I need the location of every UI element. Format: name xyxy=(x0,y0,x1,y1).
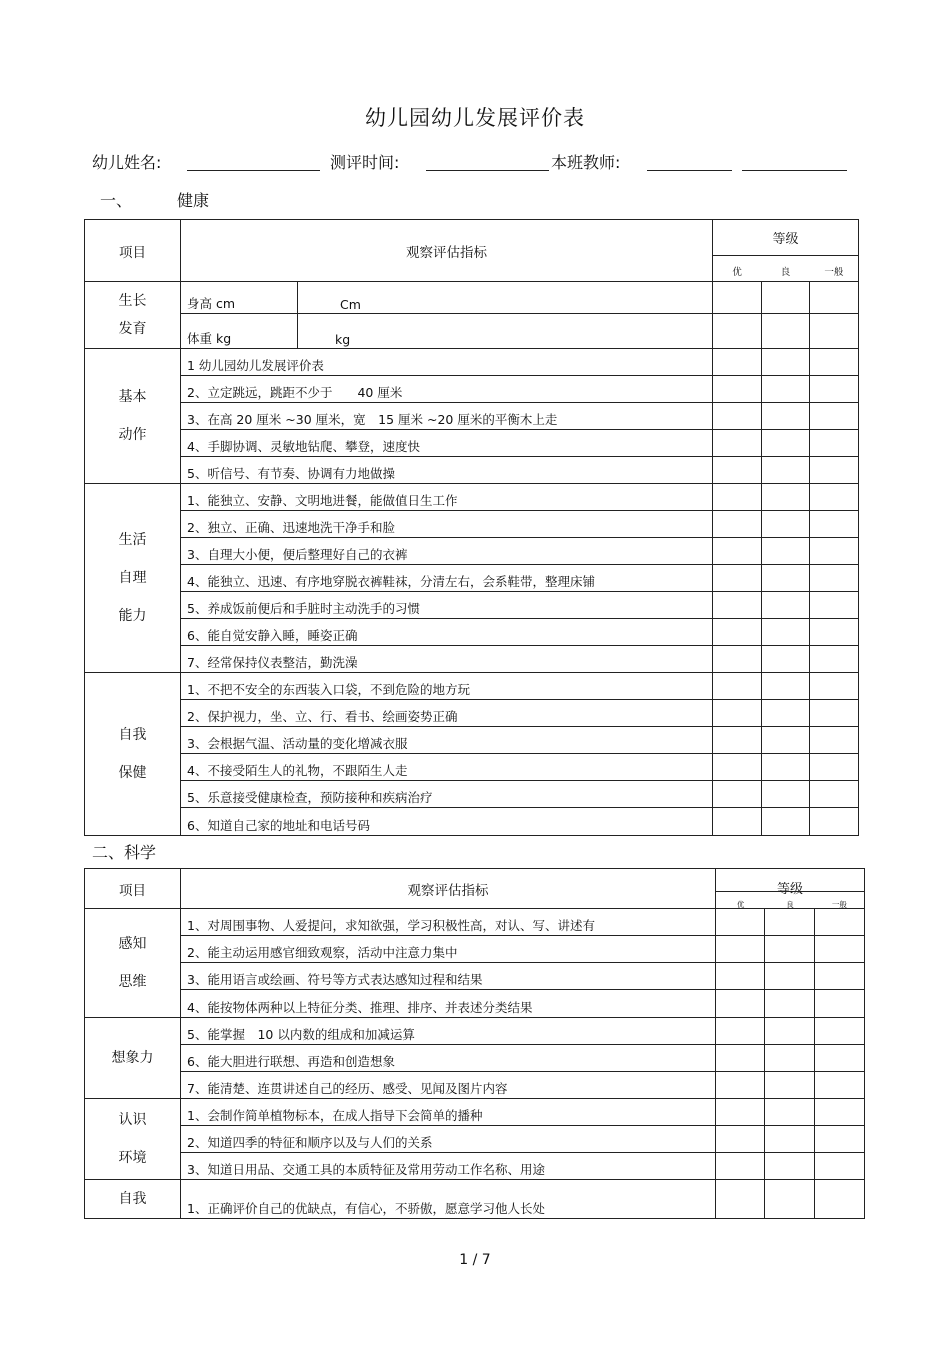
grade-cell[interactable] xyxy=(713,349,762,376)
grade-cell[interactable] xyxy=(716,1018,765,1045)
grade-cell[interactable] xyxy=(716,1153,765,1180)
child-name-label: 幼儿姓名: xyxy=(92,153,162,172)
grade-cell[interactable] xyxy=(810,313,859,348)
child-name-blank[interactable] xyxy=(187,170,320,171)
category-cell xyxy=(85,1099,181,1180)
indicator-item: 3、能用语言或绘画、符号等方式表达感知过程和结果 xyxy=(181,963,716,990)
grade-cell[interactable] xyxy=(810,538,859,565)
grade-cell[interactable] xyxy=(765,936,815,963)
grade-cell[interactable] xyxy=(716,963,765,990)
header-fair: 一般 xyxy=(824,267,844,278)
weight-label: 体重 kg xyxy=(181,313,298,348)
category-cell xyxy=(85,484,181,673)
indicator-item: 3、知道日用品、交通工具的本质特征及常用劳动工作名称、用途 xyxy=(181,1153,716,1180)
grade-cell[interactable] xyxy=(713,538,762,565)
grade-cell[interactable] xyxy=(815,963,865,990)
weight-unit: kg xyxy=(298,313,713,348)
indicator-item: 2、独立、正确、迅速地洗干净手和脸 xyxy=(181,511,713,538)
grade-cell[interactable] xyxy=(762,700,810,727)
height-unit: Cm xyxy=(298,282,713,314)
grade-cell[interactable] xyxy=(713,781,762,808)
grade-cell[interactable] xyxy=(765,1180,815,1219)
grade-cell[interactable] xyxy=(713,430,762,457)
category-line: 生活 xyxy=(118,532,147,548)
category-line: 能力 xyxy=(118,608,147,624)
grade-cell[interactable] xyxy=(810,349,859,376)
section1-number: 一、 xyxy=(100,191,133,210)
indicator-item: 4、手脚协调、灵敏地钻爬、攀登，速度快 xyxy=(181,430,713,457)
header-excellent: 优 xyxy=(732,267,742,278)
category-growth xyxy=(85,282,181,349)
category-line: 动作 xyxy=(118,427,147,443)
category-line: 生长 xyxy=(118,293,147,309)
grade-cell[interactable] xyxy=(810,619,859,646)
grade-cell[interactable] xyxy=(815,1018,865,1045)
grade-cell[interactable] xyxy=(810,511,859,538)
grade-cell[interactable] xyxy=(762,592,810,619)
indicator-item: 6、能大胆进行联想、再造和创造想象 xyxy=(181,1045,716,1072)
grade-cell[interactable] xyxy=(713,313,762,348)
grade-cell[interactable] xyxy=(815,1180,865,1219)
grade-cell[interactable] xyxy=(716,1180,765,1219)
grade-cell[interactable] xyxy=(810,727,859,754)
category-line: 自我 xyxy=(118,727,147,743)
grade-cell[interactable] xyxy=(762,282,810,314)
indicator-item: 2、立定跳远，跳距不少于 40 厘米 xyxy=(181,376,713,403)
grade-cell[interactable] xyxy=(810,457,859,484)
grade-cell[interactable] xyxy=(713,619,762,646)
eval-time-blank[interactable] xyxy=(426,170,549,171)
page-title: 幼儿园幼儿发展评价表 xyxy=(365,106,585,130)
grade-cell[interactable] xyxy=(765,963,815,990)
category-cell xyxy=(85,673,181,836)
indicator-item: 1、不把不安全的东西装入口袋，不到危险的地方玩 xyxy=(181,673,713,700)
grade-cell[interactable] xyxy=(765,1126,815,1153)
page-indicator: 1 / 7 xyxy=(459,1252,491,1268)
grade-cell[interactable] xyxy=(716,1099,765,1126)
grade-cell[interactable] xyxy=(762,727,810,754)
header-grade xyxy=(713,220,859,282)
grade-cell[interactable] xyxy=(765,1153,815,1180)
grade-cell[interactable] xyxy=(713,646,762,673)
category-cell xyxy=(85,909,181,1018)
category-line: 认识 xyxy=(118,1112,147,1128)
grade-cell[interactable] xyxy=(810,430,859,457)
grade-cell[interactable] xyxy=(810,565,859,592)
grade-cell[interactable] xyxy=(762,403,810,430)
header-excellent: 优 xyxy=(736,900,745,909)
header-grade-label: 等级 xyxy=(777,882,804,897)
category-cell xyxy=(85,1180,181,1219)
header-indicator: 观察评估指标 xyxy=(181,869,716,909)
grade-cell[interactable] xyxy=(762,781,810,808)
grade-cell[interactable] xyxy=(810,673,859,700)
category-line: 发育 xyxy=(118,321,147,337)
indicator-item: 3、会根据气温、活动量的变化增减衣服 xyxy=(181,727,713,754)
section2-heading: 二、科学 xyxy=(92,843,157,862)
grade-cell[interactable] xyxy=(815,936,865,963)
grade-cell[interactable] xyxy=(815,1072,865,1099)
category-line: 想象力 xyxy=(111,1050,154,1066)
indicator-item: 5、能掌握 10 以内数的组成和加减运算 xyxy=(181,1018,716,1045)
grade-cell[interactable] xyxy=(713,700,762,727)
category-line: 自我 xyxy=(118,1191,147,1207)
grade-cell[interactable] xyxy=(713,511,762,538)
grade-cell[interactable] xyxy=(762,313,810,348)
header-item: 项目 xyxy=(85,220,181,282)
indicator-item: 1、能独立、安静、文明地进餐，能做值日生工作 xyxy=(181,484,713,511)
header-good: 良 xyxy=(786,900,794,909)
grade-cell[interactable] xyxy=(810,781,859,808)
grade-cell[interactable] xyxy=(810,403,859,430)
grade-cell[interactable] xyxy=(762,754,810,781)
header-good: 良 xyxy=(780,267,791,278)
grade-cell[interactable] xyxy=(713,673,762,700)
grade-cell[interactable] xyxy=(765,1045,815,1072)
grade-cell[interactable] xyxy=(762,484,810,511)
grade-cell[interactable] xyxy=(762,457,810,484)
indicator-item: 5、乐意接受健康检查，预防接种和疾病治疗 xyxy=(181,781,713,808)
grade-cell[interactable] xyxy=(762,349,810,376)
indicator-item: 4、不接受陌生人的礼物，不跟陌生人走 xyxy=(181,754,713,781)
indicator-item: 4、能按物体两种以上特征分类、推理、排序、并表述分类结果 xyxy=(181,990,716,1018)
category-line: 基本 xyxy=(118,389,147,405)
grade-cell[interactable] xyxy=(762,565,810,592)
grade-cell[interactable] xyxy=(762,646,810,673)
grade-cell[interactable] xyxy=(713,484,762,511)
header-item: 项目 xyxy=(85,869,181,909)
eval-time-label: 测评时间: xyxy=(330,153,400,172)
grade-cell[interactable] xyxy=(815,990,865,1018)
header-indicator: 观察评估指标 xyxy=(181,220,713,282)
indicator-item: 6、知道自己家的地址和电话号码 xyxy=(181,808,713,836)
grade-cell[interactable] xyxy=(810,808,859,836)
teacher-label: 本班教师: xyxy=(551,153,621,172)
grade-cell[interactable] xyxy=(810,282,859,314)
grade-cell[interactable] xyxy=(810,646,859,673)
grade-cell[interactable] xyxy=(716,1072,765,1099)
section1-heading: 健康 xyxy=(177,191,210,210)
category-line: 思维 xyxy=(118,974,147,990)
grade-cell[interactable] xyxy=(716,936,765,963)
grade-cell[interactable] xyxy=(713,727,762,754)
grade-cell[interactable] xyxy=(713,565,762,592)
grade-cell[interactable] xyxy=(713,592,762,619)
height-label: 身高 cm xyxy=(181,282,298,314)
indicator-item: 6、能自觉安静入睡，睡姿正确 xyxy=(181,619,713,646)
grade-cell[interactable] xyxy=(762,673,810,700)
grade-cell[interactable] xyxy=(810,754,859,781)
health-table xyxy=(84,219,859,836)
header-grade xyxy=(716,869,865,909)
teacher-blank-1[interactable] xyxy=(647,170,732,171)
indicator-item: 3、自理大小便，便后整理好自己的衣裤 xyxy=(181,538,713,565)
grade-cell[interactable] xyxy=(713,282,762,314)
category-line: 感知 xyxy=(118,936,147,952)
grade-cell[interactable] xyxy=(815,1045,865,1072)
grade-cell[interactable] xyxy=(716,990,765,1018)
grade-cell[interactable] xyxy=(765,990,815,1018)
grade-cell[interactable] xyxy=(762,511,810,538)
grade-cell[interactable] xyxy=(765,1018,815,1045)
grade-cell[interactable] xyxy=(762,619,810,646)
grade-cell[interactable] xyxy=(765,1099,815,1126)
header-fair: 一般 xyxy=(831,900,847,909)
grade-cell[interactable] xyxy=(713,403,762,430)
indicator-item: 2、能主动运用感官细致观察，活动中注意力集中 xyxy=(181,936,716,963)
grade-cell[interactable] xyxy=(815,909,865,936)
grade-cell[interactable] xyxy=(713,457,762,484)
grade-cell[interactable] xyxy=(815,1153,865,1180)
grade-cell[interactable] xyxy=(810,484,859,511)
indicator-item: 1、对周围事物、人爱提问，求知欲强，学习积极性高，对认、写、讲述有 xyxy=(181,909,716,936)
grade-cell[interactable] xyxy=(765,909,815,936)
indicator-item: 2、知道四季的特征和顺序以及与人们的关系 xyxy=(181,1126,716,1153)
indicator-item: 4、能独立、迅速、有序地穿脱衣裤鞋袜，分清左右，会系鞋带，整理床铺 xyxy=(181,565,713,592)
category-line: 自理 xyxy=(118,570,147,586)
indicator-item: 5、养成饭前便后和手脏时主动洗手的习惯 xyxy=(181,592,713,619)
grade-cell[interactable] xyxy=(810,376,859,403)
category-line: 环境 xyxy=(118,1150,147,1166)
grade-cell[interactable] xyxy=(815,1126,865,1153)
grade-cell[interactable] xyxy=(713,808,762,836)
indicator-item: 7、经常保持仪表整洁，勤洗澡 xyxy=(181,646,713,673)
grade-cell[interactable] xyxy=(762,376,810,403)
grade-cell[interactable] xyxy=(765,1072,815,1099)
grade-cell[interactable] xyxy=(716,1126,765,1153)
indicator-item: 1、正确评价自己的优缺点，有信心，不骄傲，愿意学习他人长处 xyxy=(181,1180,716,1219)
grade-cell[interactable] xyxy=(762,430,810,457)
indicator-item: 5、听信号、有节奏、协调有力地做操 xyxy=(181,457,713,484)
grade-cell[interactable] xyxy=(713,376,762,403)
header-grade-label: 等级 xyxy=(772,232,799,247)
grade-cell[interactable] xyxy=(713,754,762,781)
grade-cell[interactable] xyxy=(815,1099,865,1126)
indicator-item: 1、会制作简单植物标本，在成人指导下会简单的播种 xyxy=(181,1099,716,1126)
teacher-blank-2[interactable] xyxy=(742,170,847,171)
grade-cell[interactable] xyxy=(716,909,765,936)
grade-cell[interactable] xyxy=(716,1045,765,1072)
category-cell xyxy=(85,1018,181,1099)
indicator-item: 2、保护视力，坐、立、行、看书、绘画姿势正确 xyxy=(181,700,713,727)
indicator-item: 3、在高 20 厘米 ~30 厘米，宽 15 厘米 ~20 厘米的平衡木上走 xyxy=(181,403,713,430)
grade-cell[interactable] xyxy=(810,592,859,619)
indicator-item: 1 幼儿园幼儿发展评价表 xyxy=(181,349,713,376)
grade-cell[interactable] xyxy=(762,808,810,836)
category-line: 保健 xyxy=(118,765,147,781)
grade-cell[interactable] xyxy=(810,700,859,727)
science-table xyxy=(84,868,865,1219)
category-cell xyxy=(85,349,181,484)
indicator-item: 7、能清楚、连贯讲述自己的经历、感受、见闻及图片内容 xyxy=(181,1072,716,1099)
grade-cell[interactable] xyxy=(762,538,810,565)
